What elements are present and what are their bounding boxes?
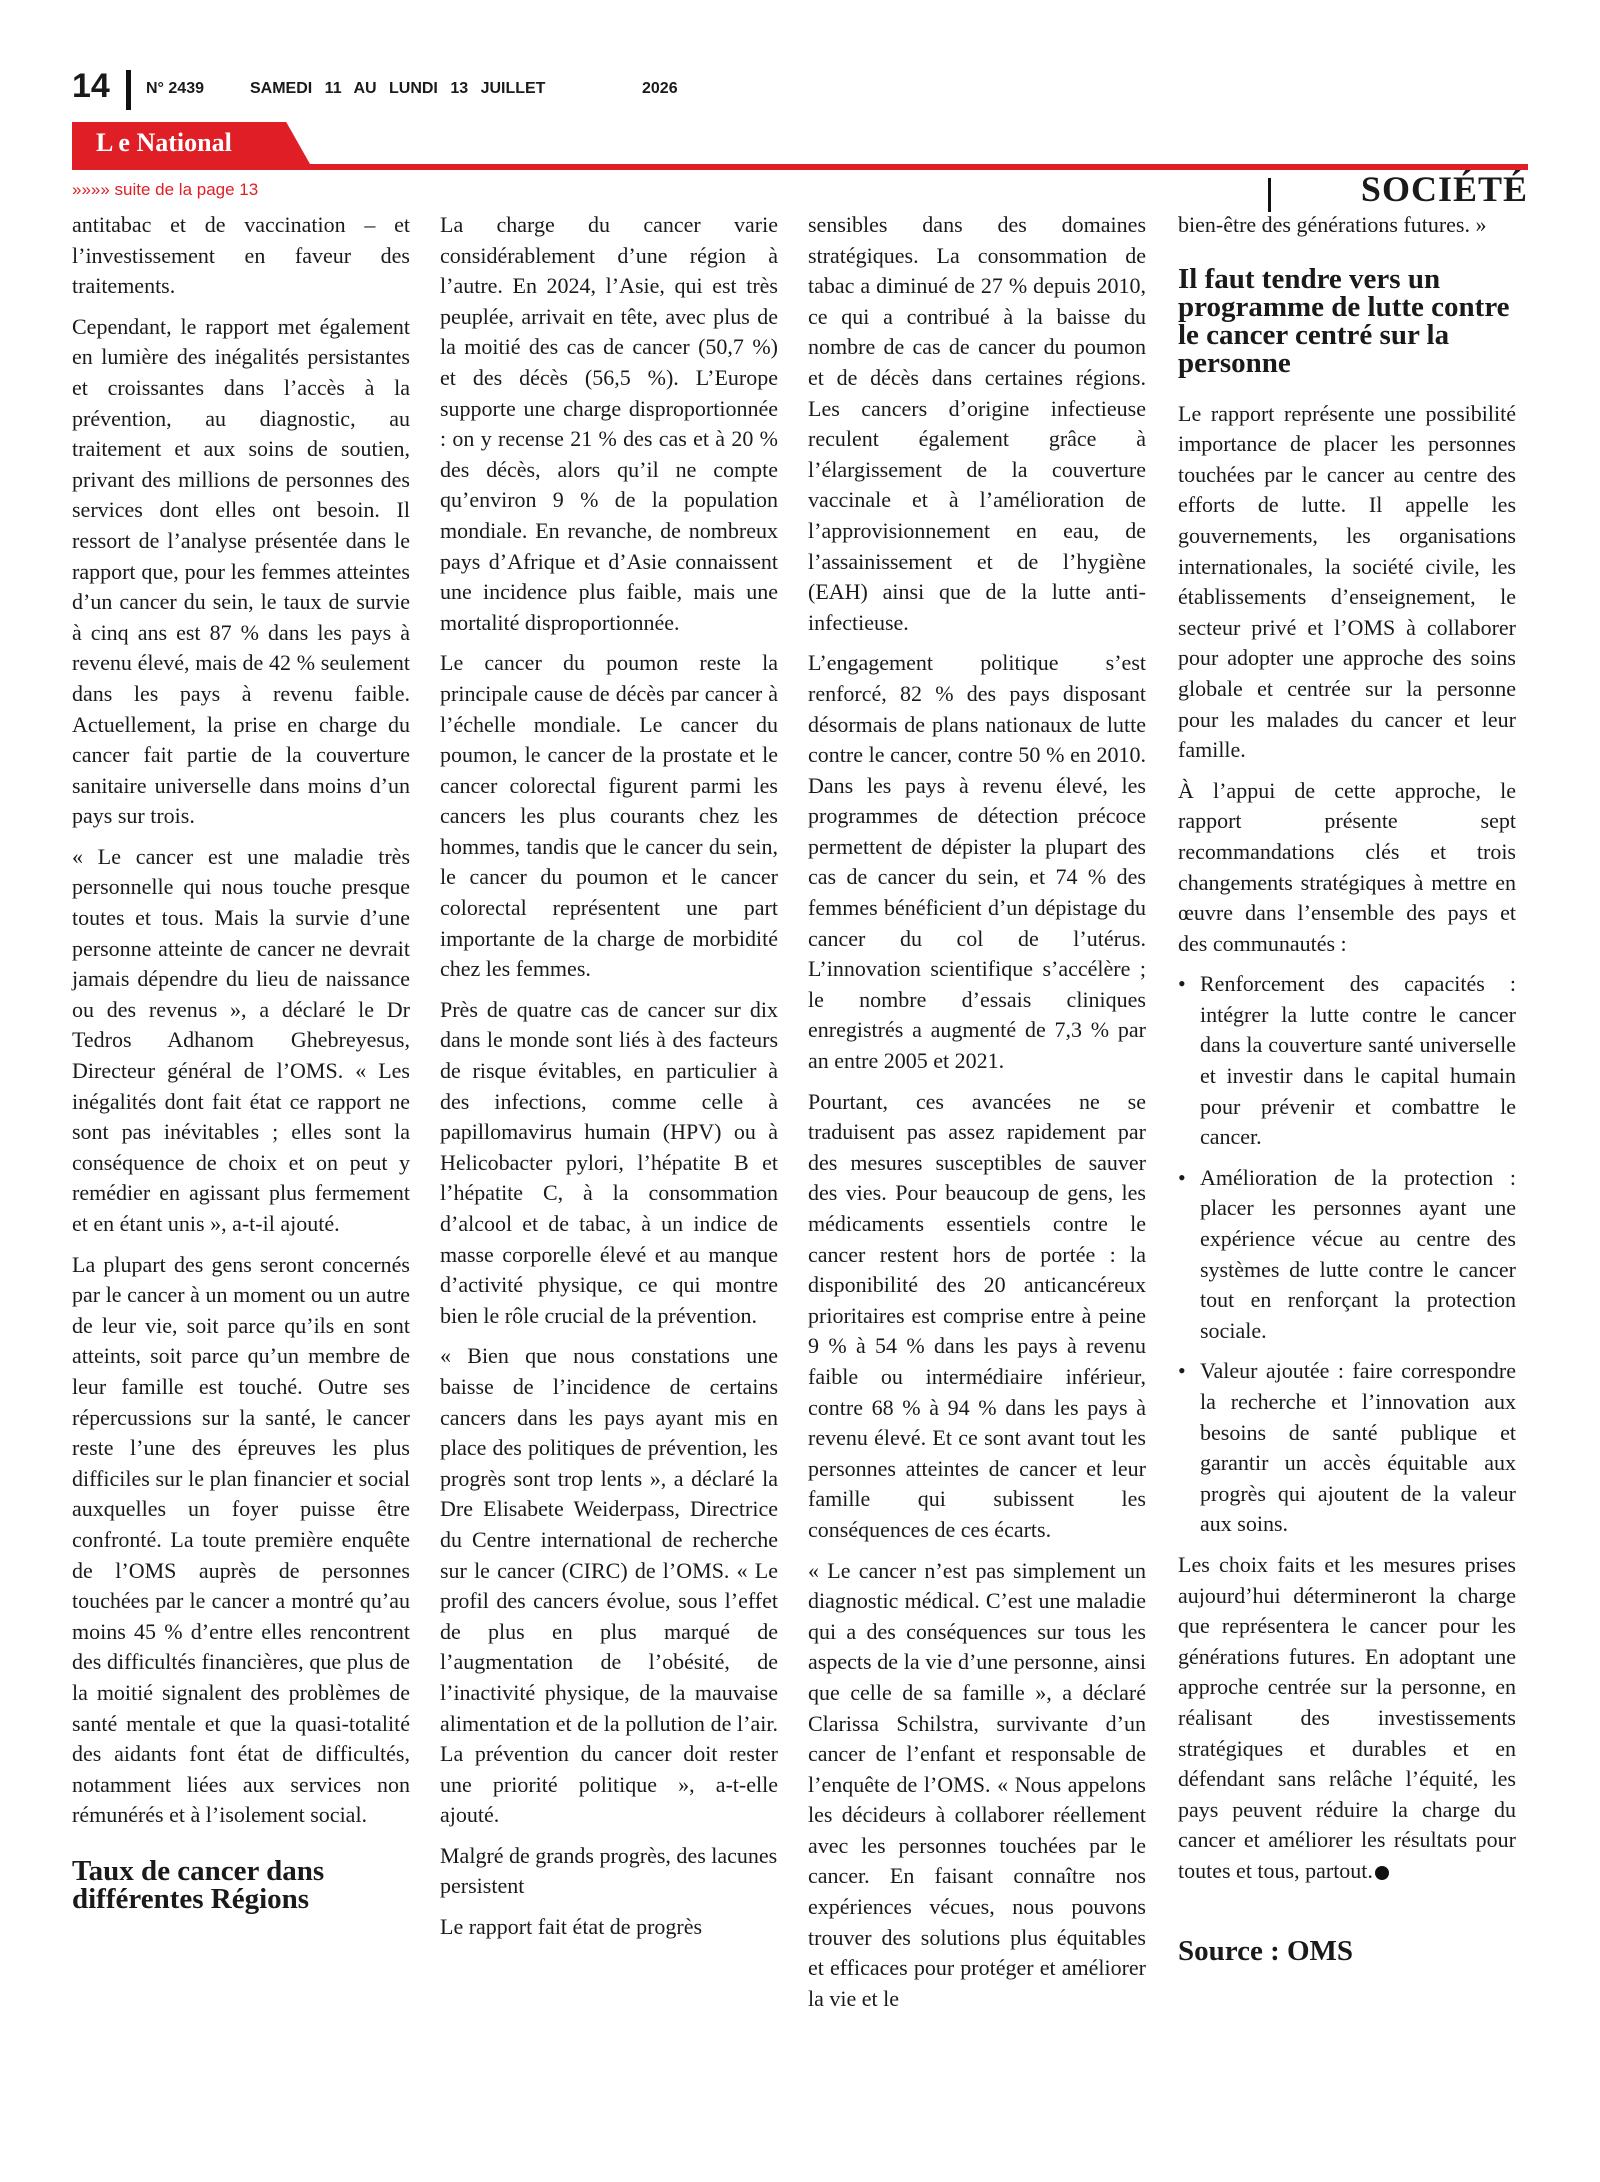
section-title: SOCIÉTÉ bbox=[1360, 169, 1528, 209]
closing-text: Les choix faits et les mesures prises aujourd’hui détermineront la charge que représentera le cancer pour les générations futures. En adoptant une approche centrée sur la personne, en réalisant des investissements stratégiques et durables et en défendant sans relâche l’équité, les pays peuvent réduire la charge du cancer et améliorer les résultats pour toutes et tous, partout. bbox=[1178, 1551, 1516, 1883]
paragraph: L’engagement politique s’est renforcé, 82 % des pays disposant désormais de plans nationaux de lutte contre le cancer, contre 50 % en 2010. Dans les pays à revenu élevé, les programmes de détection précoce permettent de dépister la plupart des cas de cancer du sein, et 74 % des femmes bénéficient d’un dépistage du cancer du col de l’utérus. L’innovation scientifique s’accélère ; le nombre d’essais cliniques enregistrés a augmenté de 7,3 % par an entre 2005 et 2021. bbox=[808, 650, 1146, 1074]
paragraph: Pourtant, ces avancées ne se traduisent pas assez rapidement par des mesures susceptibles de sauver des vies. Pour beaucoup de gens, les médicaments essentiels contre le cancer restent hors de portée : la disponibilité des 20 anticancéreux prioritaires est comprise entre à peine 9 % à 54 % dans les pays à revenu faible ou intermédiaire inférieur, contre 68 % à 94 % dans les pays à revenu élevé. Et ce sont avant tout les personnes atteintes de cancer et leur famille qui subissent les conséquences de ces écarts. bbox=[808, 1088, 1146, 1542]
issue-number: N° 2439 bbox=[146, 80, 204, 97]
paragraph: « Bien que nous constations une baisse de l’incidence de certains cancers dans les pays ayant mis en place des politiques de prévention, les progrès sont trop lents », a déclaré la Dre Elisabete Weiderpass, Directrice du Centre international de recherche sur le cancer (CIRC) de l’OMS. « Le profil des cancers évolue, sous l’effet de plus en plus marqué de l’augmentation de l’obésité, de l’inactivité physique, de la mauvaise alimentation et de la pollution de l’air. La prévention du cancer doit rester une priorité politique », a-t-elle ajouté. bbox=[440, 1343, 778, 1828]
brand-name: L e National bbox=[96, 128, 232, 157]
continued-from-label: »»»» suite de la page 13 bbox=[72, 180, 259, 199]
source-credit: Source : OMS bbox=[1178, 1934, 1354, 1967]
paragraph: « Le cancer est une maladie très personnelle qui nous touche presque toutes et tous. Mais la survie d’une personne atteinte de cancer ne devrait jamais dépendre du lieu de naissance ou des revenus », a déclaré le Dr Tedros Adhanom Ghebreyesus, Directeur général de l’OMS. « Les inégalités dont fait état ce rapport ne sont pas inévitables ; elles sont la conséquence de choix et on peut y remédier en agissant plus fermement et en étant unis », a-t-il ajouté. bbox=[72, 843, 410, 1236]
paragraph: Le rapport représente une possibilité importance de placer les personnes touchées par le cancer au centre des efforts de lutte. Il appelle les gouvernements, les organisations internationales, la société civile, les établissements d’enseignement, le secteur privé et l’OMS à collaborer pour adopter une approche des soins globale et centrée sur la personne pour les malades du cancer et leur famille. bbox=[1178, 400, 1516, 763]
header-rule bbox=[72, 164, 1528, 170]
paragraph: Malgré de grands progrès, des lacunes persistent bbox=[440, 1842, 778, 1899]
subheading: Il faut tendre vers un programme de lutte contre le cancer centré sur la personne bbox=[1178, 262, 1510, 379]
bullet-item bbox=[1178, 969, 1516, 1153]
section-divider bbox=[1268, 178, 1271, 212]
issue-date: SAMEDI 11 AU LUNDI 13 JUILLET bbox=[250, 80, 546, 97]
paragraph: Cependant, le rapport met également en lumière des inégalités persistantes et croissantes dans l’accès à la prévention, au diagnostic, au traitement et aux soins de soutien, privant des millions de personnes des services dont elles ont besoin. Il ressort de l’analyse présentée dans le rapport que, pour les femmes atteintes d’un cancer du sein, le taux de survie à cinq ans est 87 % dans les pays à revenu élevé, mais de 42 % seulement dans les pays à revenu faible. Actuellement, la prise en charge du cancer fait partie de la couverture sanitaire universelle dans moins d’un pays sur trois. bbox=[72, 313, 410, 829]
paragraph: sensibles dans des domaines stratégiques. La consommation de tabac a diminué de 27 % depuis 2010, ce qui a contribué à la baisse du nombre de cas de cancer du poumon et de décès dans certaines régions. Les cancers d’origine infectieuse reculent également grâce à l’élargissement de la couverture vaccinale et à l’amélioration de l’approvisionnement en eau, de l’assainissement et de l’hygiène (EAH) ainsi que de la lutte anti-infectieuse. bbox=[808, 212, 1146, 635]
paragraph: Le cancer du poumon reste la principale cause de décès par cancer à l’échelle mondiale. Le cancer du poumon, le cancer de la prostate et le cancer colorectal figurent parmi les cancers les plus courants chez les hommes, tandis que le cancer du sein, le cancer du poumon et le cancer colorectal représentent une part importante de la charge de morbidité chez les femmes. bbox=[440, 650, 778, 982]
paragraph: Le rapport fait état de progrès bbox=[440, 1914, 703, 1940]
bullet-icon: • bbox=[1178, 1358, 1186, 1384]
bullet-item bbox=[1178, 1163, 1516, 1347]
paragraph bbox=[1178, 1550, 1516, 1887]
paragraph: Près de quatre cas de cancer sur dix dans le monde sont liés à des facteurs de risque évitables, en particulier à des infections, comme celle à papillomavirus humain (HPV) ou à Helicobacter pylori, l’hépatite B et l’hépatite C, à la consommation d’alcool et de tabac, à un indice de masse corporelle élevé et au manque d’activité physique, ce qui montre bien le rôle crucial de la prévention. bbox=[440, 996, 778, 1328]
header-divider bbox=[126, 70, 131, 110]
bullet-text: Renforcement des capacités : intégrer la lutte contre le cancer dans la couverture santé universelle et investir dans le capital humain pour prévenir et combattre le cancer. bbox=[1200, 971, 1516, 1150]
paragraph: bien-être des générations futures. » bbox=[1178, 212, 1487, 237]
bullet-item bbox=[1178, 1356, 1516, 1540]
bullet-text: Valeur ajoutée : faire correspondre la recherche et l’innovation aux besoins de santé publique et garantir un accès équitable aux progrès qui ajoutent de la valeur aux soins. bbox=[1200, 1358, 1516, 1537]
article-column-2 bbox=[440, 210, 778, 1953]
paragraph: antitabac et de vaccination – et l’investissement en faveur des traitements. bbox=[72, 212, 410, 299]
bullet-icon: • bbox=[1178, 1164, 1186, 1190]
page-number: 14 bbox=[72, 67, 110, 105]
article-column-3 bbox=[808, 210, 1146, 2024]
bullet-text: Amélioration de la protection : placer les personnes ayant une expérience vécue au centre des systèmes de lutte contre le cancer tout en renforçant la protection sociale. bbox=[1200, 1164, 1516, 1343]
paragraph: À l’appui de cette approche, le rapport présente sept recommandations clés et trois changements stratégiques à mettre en œuvre dans l’ensemble des pays et des communautés : bbox=[1178, 777, 1516, 956]
end-of-article-icon bbox=[1375, 1866, 1389, 1880]
paragraph: « Le cancer n’est pas simplement un diagnostic médical. C’est une maladie qui a des conséquences sur tous les aspects de la vie d’une personne, ainsi que celle de sa famille », a déclaré Clarissa Schilstra, survivante d’un cancer de l’enfant et responsable de l’enquête de l’OMS. « Nous appelons les décideurs à collaborer réellement avec les personnes touchées par le cancer. En faisant connaître nos expériences vécues, nous pouvons trouver des solutions plus équitables et efficaces pour protéger et améliorer la vie et le bbox=[808, 1557, 1146, 2011]
subheading: Taux de cancer dans différentes Régions bbox=[72, 1854, 325, 1915]
article-column-1 bbox=[72, 210, 410, 1935]
bullet-icon: • bbox=[1178, 971, 1186, 997]
issue-year: 2026 bbox=[642, 80, 678, 97]
paragraph: La plupart des gens seront concernés par le cancer à un moment ou un autre de leur vie, soit parce qu’ils en sont atteints, soit parce qu’un membre de leur famille est touché. Outre ses répercussions sur la santé, le cancer reste l’une des épreuves les plus difficiles sur le plan financier et social auxquelles un foyer puisse être confronté. La toute première enquête de l’OMS auprès de personnes touchées par le cancer a montré qu’au moins 45 % d’entre elles rencontrent des difficultés financières, que plus de la moitié signalent des problèmes de santé mentale et que la quasi-totalité des aidants font état de difficultés, notamment liées aux services non rémunérés et à l’isolement social. bbox=[72, 1251, 410, 1828]
article-column-4 bbox=[1178, 210, 1516, 1968]
paragraph: La charge du cancer varie considérablement d’une région à l’autre. En 2024, l’Asie, qui est très peuplée, arrivait en tête, avec plus de la moitié des cas de cancer (50,7 %) et des décès (56,5 %). L’Europe supporte une charge disproportionnée : on y recense 21 % des cas et à 20 % des décès, alors qu’il ne compte qu’environ 9 % de la population mondiale. En revanche, de nombreux pays d’Afrique et d’Asie connaissent une incidence plus faible, mais une mortalité disproportionnée. bbox=[440, 212, 778, 635]
